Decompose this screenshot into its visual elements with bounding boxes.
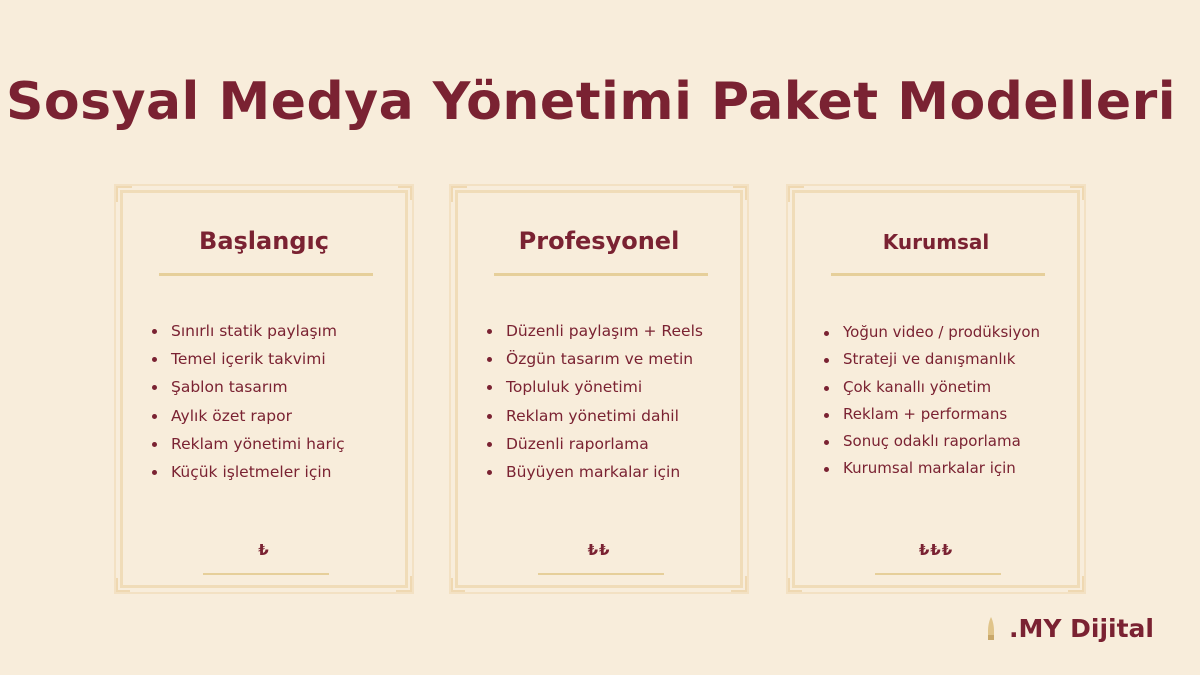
feature-item: Özgün tasarım ve metin bbox=[484, 345, 703, 373]
feature-item: Temel içerik takvimi bbox=[149, 345, 345, 373]
feature-item: Sınırlı statik paylaşım bbox=[149, 317, 345, 345]
package-card-kurumsal bbox=[792, 190, 1080, 588]
feature-item: Kurumsal markalar için bbox=[821, 455, 1040, 482]
page-title: Sosyal Medya Yönetimi Paket Modelleri bbox=[5, 72, 1177, 132]
brush-icon bbox=[987, 617, 995, 641]
package-card-baslangic bbox=[120, 190, 408, 588]
price-divider bbox=[203, 573, 329, 575]
feature-item: Aylık özet rapor bbox=[149, 402, 345, 430]
price-level: ₺ bbox=[258, 541, 270, 559]
feature-item: Düzenli raporlama bbox=[484, 430, 703, 458]
package-card-profesyonel bbox=[455, 190, 743, 588]
feature-item: Reklam + performans bbox=[821, 401, 1040, 428]
feature-list bbox=[484, 317, 703, 486]
price-divider bbox=[538, 573, 664, 575]
feature-item: Sonuç odaklı raporlama bbox=[821, 428, 1040, 455]
feature-item: Çok kanallı yönetim bbox=[821, 374, 1040, 401]
feature-list bbox=[821, 319, 1040, 483]
feature-item: Strateji ve danışmanlık bbox=[821, 346, 1040, 373]
price-level: ₺₺ bbox=[587, 541, 611, 559]
price-level: ₺₺₺ bbox=[918, 541, 954, 559]
feature-item: Reklam yönetimi dahil bbox=[484, 402, 703, 430]
feature-list bbox=[149, 317, 345, 486]
feature-item: Şablon tasarım bbox=[149, 373, 345, 401]
title-divider bbox=[159, 273, 373, 276]
feature-item: Küçük işletmeler için bbox=[149, 458, 345, 486]
feature-item: Reklam yönetimi hariç bbox=[149, 430, 345, 458]
feature-item: Topluluk yönetimi bbox=[484, 373, 703, 401]
feature-item: Yoğun video / prodüksiyon bbox=[821, 319, 1040, 346]
feature-item: Düzenli paylaşım + Reels bbox=[484, 317, 703, 345]
brand-logo bbox=[987, 614, 1154, 643]
title-divider bbox=[494, 273, 708, 276]
brand-name: .MY Dijital bbox=[1008, 614, 1154, 643]
title-divider bbox=[831, 273, 1045, 276]
feature-item: Büyüyen markalar için bbox=[484, 458, 703, 486]
package-title: Profesyonel bbox=[518, 227, 680, 255]
package-title: Başlangıç bbox=[199, 227, 329, 255]
price-divider bbox=[875, 573, 1001, 575]
package-title: Kurumsal bbox=[882, 230, 990, 254]
